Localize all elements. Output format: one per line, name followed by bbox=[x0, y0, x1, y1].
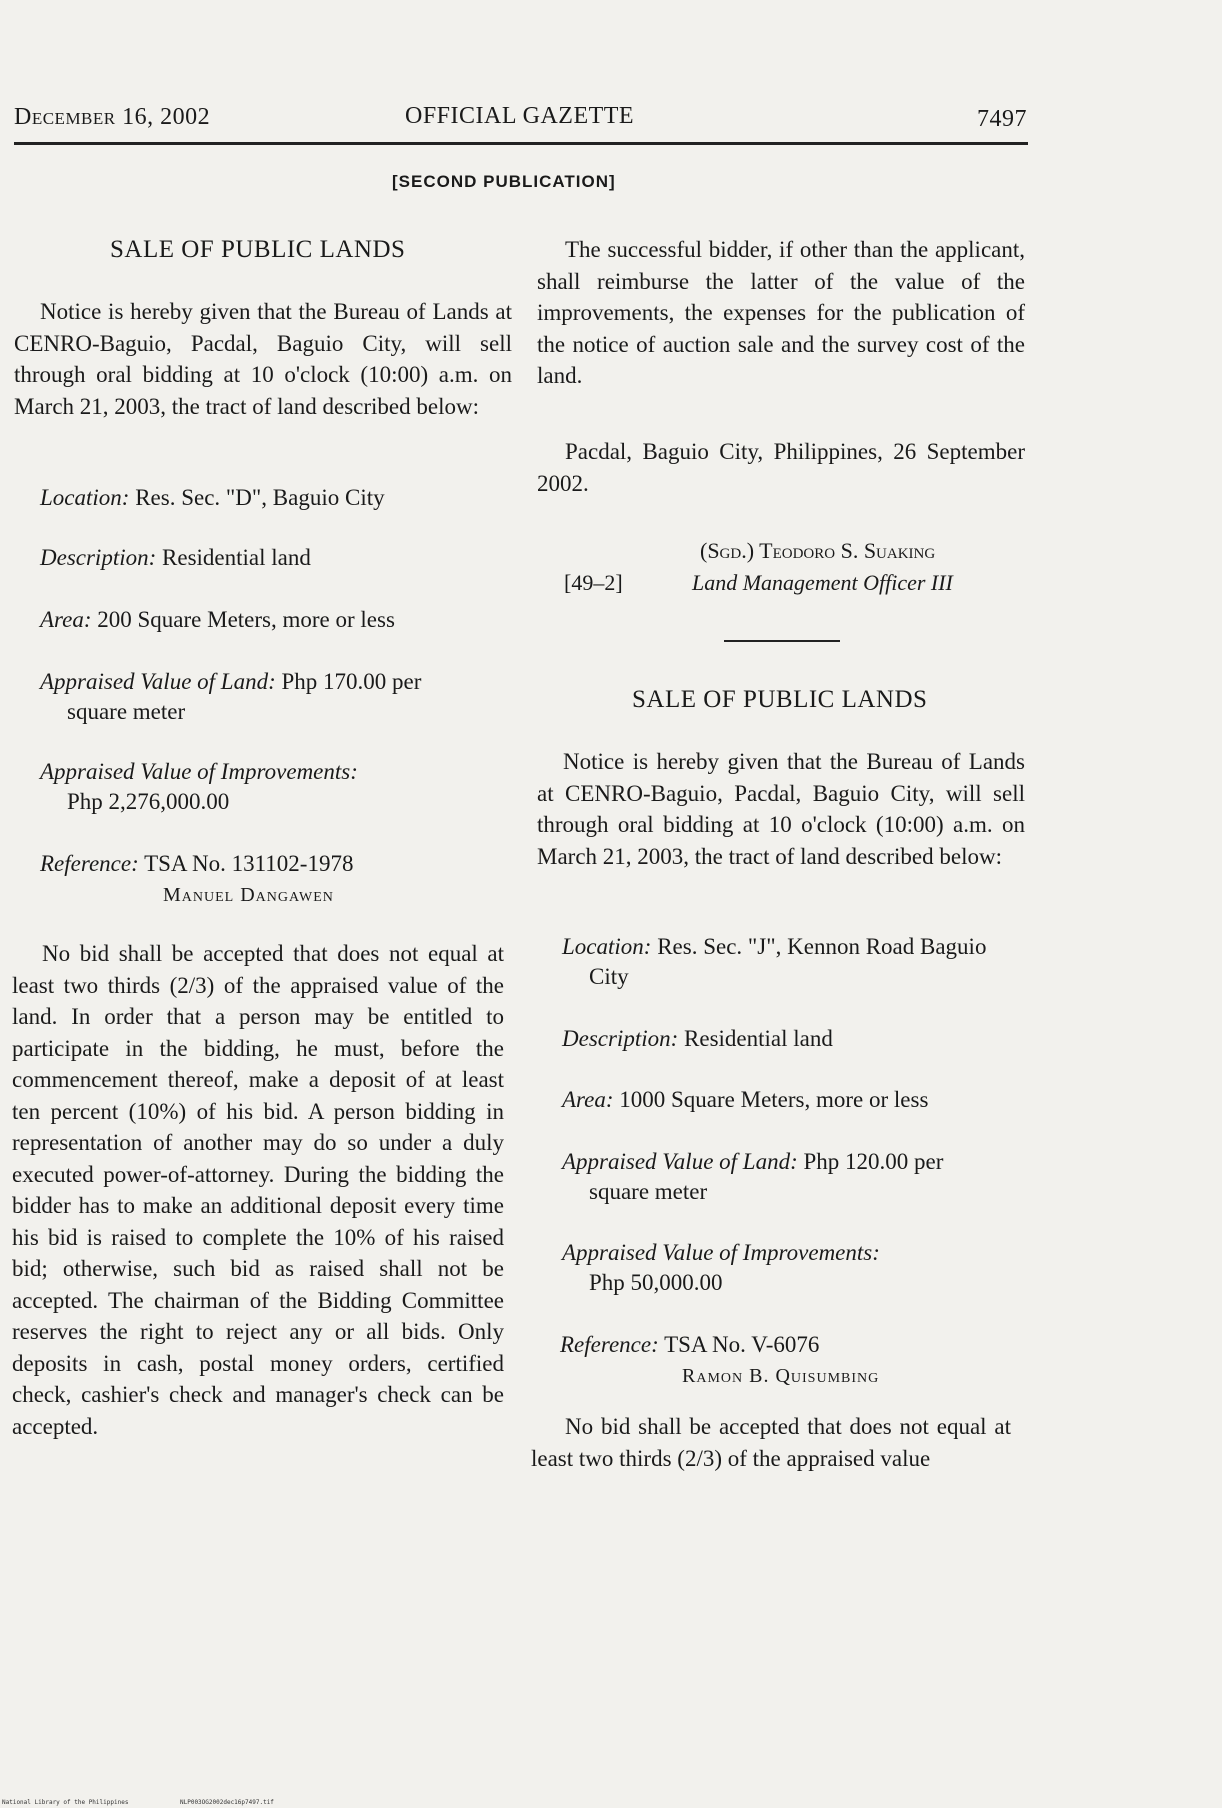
notice1-reference: Reference: TSA No. 131102-1978 Manuel Dangawen bbox=[40, 851, 354, 906]
notice2-description: Description: Residential land bbox=[562, 1026, 833, 1051]
notice-separator bbox=[724, 640, 840, 642]
notice2-area: Area: 1000 Square Meters, more or less bbox=[562, 1087, 929, 1112]
notice1-body: No bid shall be accepted that does not equal at least two thirds (2/3) of the appraised value of the land. In order that a person may be entitled to participate in the bidding, he must, before the commencement thereof, make a deposit of at least ten percent (10%) of his bid. A person bidding in representation of another may do so under a duly executed power-of-attorney. During the bidding the bidder has to make an additional deposit every time his bid is raised to complete the 10% of his raised bid; otherwise, such bid as raised shall not be accepted. The chairman of the Bidding Committee reserves the right to reject any or all bids. Only deposits in cash, postal money orders, certified check, cashier's check and manager's check can be accepted. bbox=[12, 941, 504, 1439]
notice1-place-date: Pacdal, Baguio City, Philippines, 26 September 2002. bbox=[537, 439, 1025, 496]
notice2-reference: Reference: TSA No. V-6076 Ramon B. Quisumbing bbox=[560, 1332, 880, 1387]
notice1-title: SALE OF PUBLIC LANDS bbox=[110, 236, 406, 263]
notice2-body: No bid shall be accepted that does not equal at least two thirds (2/3) of the appraised value bbox=[531, 1414, 1011, 1471]
notice1-description: Description: Residential land bbox=[40, 545, 311, 570]
notice1-land-value: Appraised Value of Land: Php 170.00 per square meter bbox=[40, 669, 422, 724]
notice2-location: Location: Res. Sec. "J", Kennon Road Baguio City bbox=[562, 934, 987, 989]
notice2-intro: Notice is hereby given that the Bureau of Lands at CENRO-Baguio, Pacdal, Baguio City, will sell through oral bidding at 10 o'clock (10:00) a.m. on March 21, 2003, the tract of land described below: bbox=[537, 749, 1025, 869]
header-page-number: 7497 bbox=[977, 106, 1027, 132]
header-rule bbox=[14, 142, 1028, 145]
header-date: December 16, 2002 bbox=[14, 104, 211, 130]
notice1-improvements: Appraised Value of Improvements: Php 2,276,000.00 bbox=[40, 759, 358, 814]
footer-filename: NLP003OG2002dec16p7497.tif bbox=[180, 1799, 274, 1806]
notice2-improvements: Appraised Value of Improvements: Php 50,000.00 bbox=[562, 1240, 880, 1295]
notice2-title: SALE OF PUBLIC LANDS bbox=[632, 686, 928, 713]
notice1-code: [49–2] bbox=[564, 570, 623, 595]
footer-library: National Library of the Philippines bbox=[2, 1799, 129, 1806]
notice1-location: Location: Res. Sec. "D", Baguio City bbox=[40, 485, 385, 510]
notice2-land-value: Appraised Value of Land: Php 120.00 per square meter bbox=[562, 1149, 944, 1204]
notice1-area: Area: 200 Square Meters, more or less bbox=[40, 607, 395, 632]
notice1-intro: Notice is hereby given that the Bureau of Lands at CENRO-Baguio, Pacdal, Baguio City, will sell through oral bidding at 10 o'clock (10:00) a.m. on March 21, 2003, the tract of land described below: bbox=[14, 299, 512, 419]
notice1-signature-title: Land Management Officer III bbox=[692, 570, 953, 595]
notice1-signature-name: (Sgd.) Teodoro S. Suaking bbox=[700, 538, 936, 563]
publication-note: [SECOND PUBLICATION] bbox=[392, 172, 616, 191]
header-publication: OFFICIAL GAZETTE bbox=[405, 103, 635, 129]
notice1-continuation: The successful bidder, if other than the applicant, shall reimburse the latter of the value of the improvements, the expenses for the publication of the notice of auction sale and the survey cost of the land. bbox=[537, 237, 1025, 388]
